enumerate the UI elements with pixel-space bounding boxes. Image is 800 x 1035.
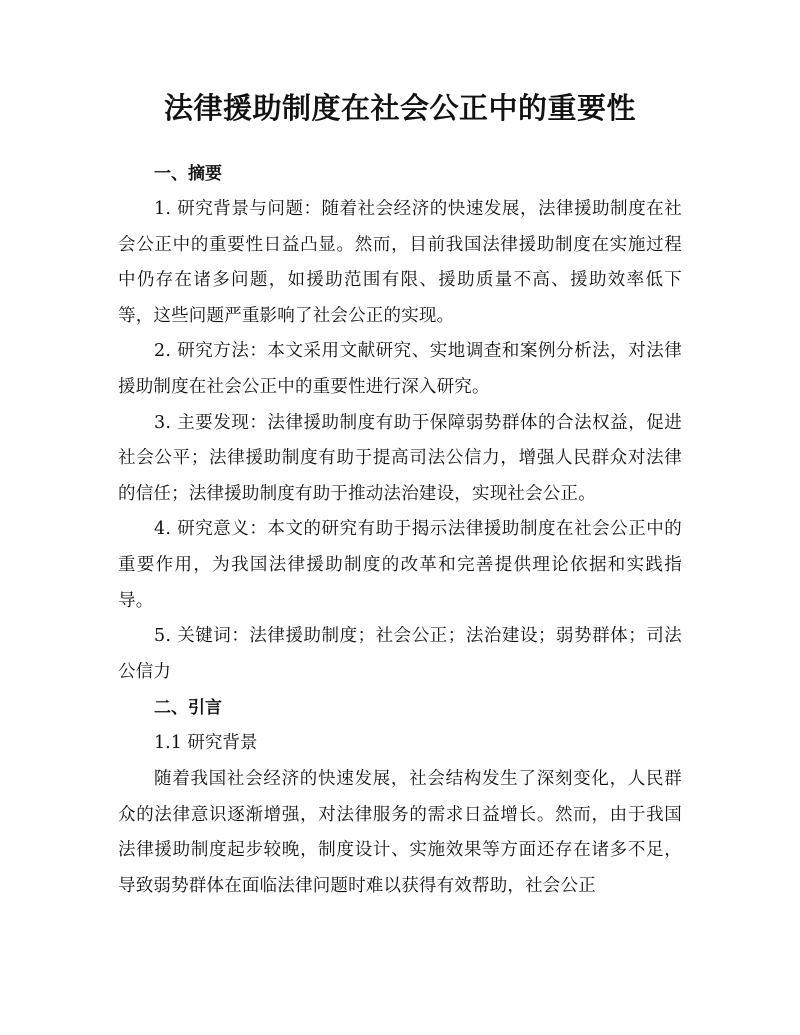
abstract-paragraph-background: 1. 研究背景与问题：随着社会经济的快速发展，法律援助制度在社会公正中的重要性日益凸显。然而，目前我国法律援助制度在实施过程中仍存在诸多问题，如援助范围有限、援助质量不高、援助效率低下等，这些问题严重影响了社会公正的实现。 (118, 199, 682, 326)
section-heading-introduction: 二、引言 (154, 698, 222, 719)
introduction-paragraph: 随着我国社会经济的快速发展，社会结构发生了深刻变化，人民群众的法律意识逐渐增强，对法律服务的需求日益增长。然而，由于我国法律援助制度起步较晚，制度设计、实施效果等方面还存在诸多不足，导致弱势群体在面临法律问题时难以获得有效帮助，社会公正 (118, 768, 682, 896)
abstract-paragraph-keywords: 5. 关键词：法律援助制度；社会公正；法治建设；弱势群体；司法公信力 (118, 626, 682, 682)
abstract-paragraph-findings: 3. 主要发现：法律援助制度有助于保障弱势群体的合法权益，促进社会公平；法律援助制度有助于提高司法公信力，增强人民群众对法律的信任；法律援助制度有助于推动法治建设，实现社会公正。 (118, 412, 682, 504)
section-heading-abstract: 一、摘要 (154, 164, 222, 184)
subsection-heading-background: 1.1 研究背景 (154, 733, 258, 754)
abstract-paragraph-method: 2. 研究方法：本文采用文献研究、实地调查和案例分析法，对法律援助制度在社会公正中的重要性进行深入研究。 (118, 341, 682, 397)
document-title: 法律援助制度在社会公正中的重要性 (163, 91, 636, 125)
abstract-paragraph-significance: 4. 研究意义：本文的研究有助于揭示法律援助制度在社会公正中的重要作用，为我国法律援助制度的改革和完善提供理论依据和实践指导。 (118, 519, 682, 611)
